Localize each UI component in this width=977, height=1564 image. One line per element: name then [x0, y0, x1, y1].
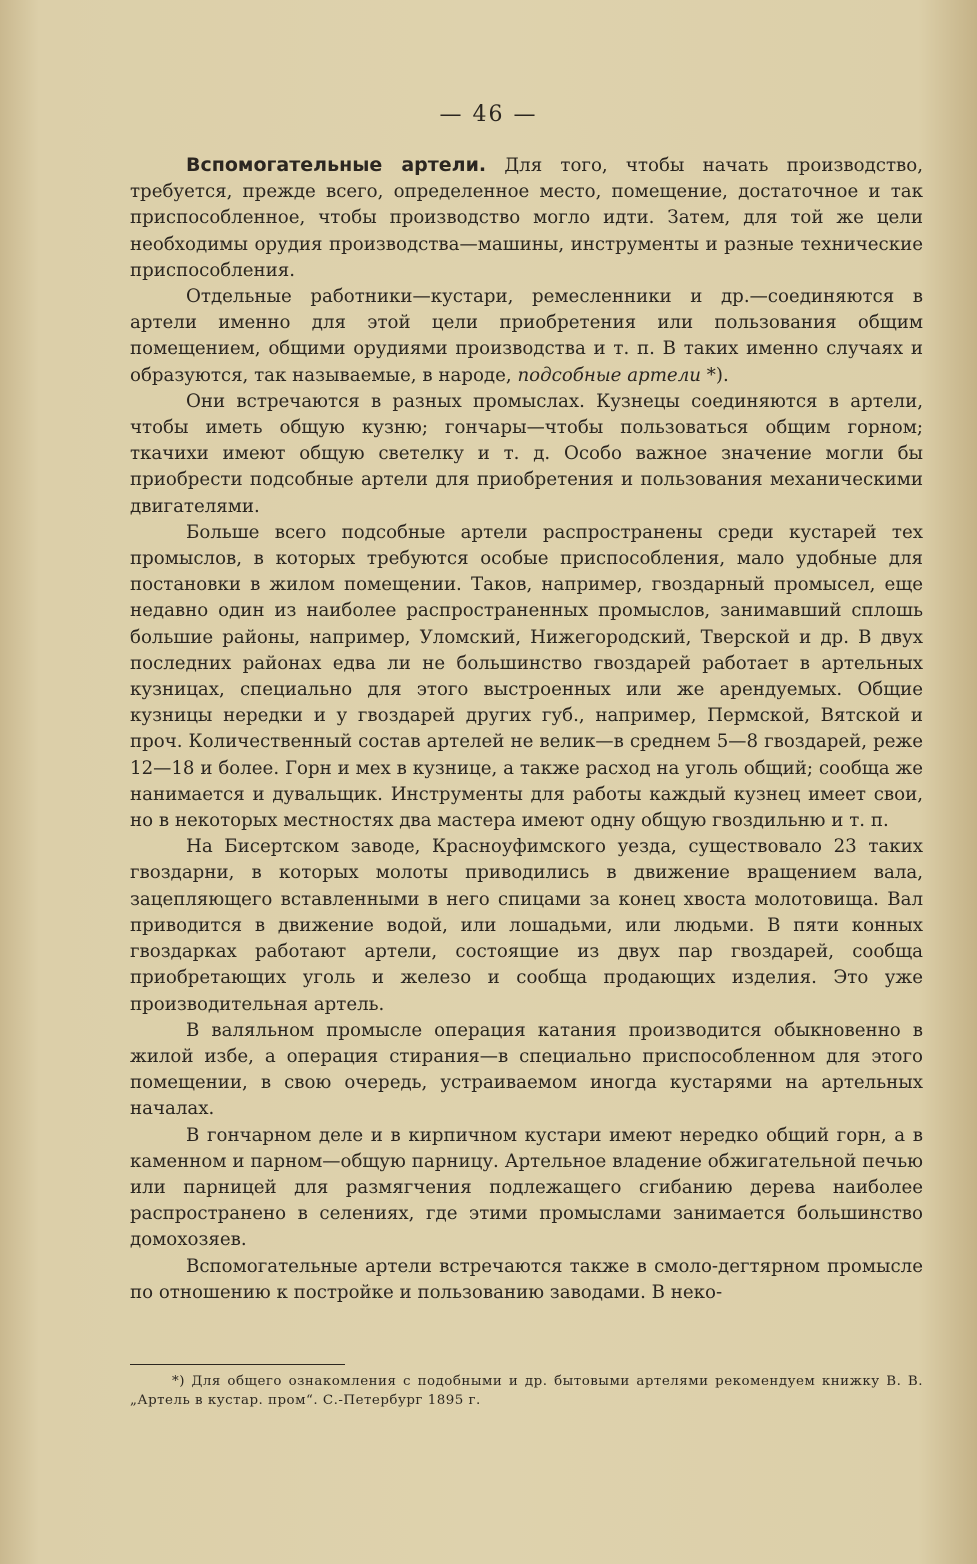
- footnote: *) Для общего ознакомления с подобными и др. бытовыми артелями рекомендуем книжку В. В. „Артель в кустар. пром“. С.-Петербург 1895 г.: [130, 1374, 923, 1408]
- page-number: — 46 —: [439, 102, 538, 127]
- paragraph-8: Вспомогательные артели встречаются также в смоло-дегтярном промысле по отношению к постройке и пользованию заводами. В неко-: [130, 1255, 923, 1303]
- paragraph-7: В гончарном деле и в кирпичном кустари имеют нередко общий горн, а в каменном и парном—общую парницу. Артельное владение обжигательной печью или парницей для размягчения подлежащего сгибанию дерева наиболее распространено в селениях, где этими промыслами занимается большинство домохозяев.: [130, 1124, 923, 1251]
- paragraph-1-text: Для того, чтобы начать производство, требуется, прежде всего, определенное место, помещение, достаточное и так приспособленное, чтобы производство могло идти. Затем, для той же цели необходимы орудия производства—машины, инструменты и разные технические приспособления.: [130, 155, 923, 281]
- section-heading: Вспомогательные артели.: [186, 154, 487, 176]
- footnote-divider: [130, 1364, 345, 1365]
- italic-term: подсобные артели: [517, 364, 701, 386]
- paragraph-2-text-after: *).: [701, 364, 729, 386]
- body-text: [130, 152, 923, 1306]
- paragraph-2: [130, 284, 923, 389]
- paragraph-4: Больше всего подсобные артели распространены среди кустарей тех промыслов, в которых требуются особые приспособления, мало удобные для постановки в жилом помещении. Таков, например, гвоздарный промысел, еще недавно один из наиболее распространенных промыслов, занимавший сплошь большие районы, например, Уломский, Нижегородский, Тверской и др. В двух последних районах едва ли не большинство гвоздарей работает в артельных кузницах, специально для этого выстроенных или же арендуемых. Общие кузницы нередки и у гвоздарей других губ., например, Пермской, Вятской и проч. Количественный состав артелей не велик—в среднем 5—8 гвоздарей, реже 12—18 и более. Горн и мех в кузнице, а также расход на уголь общий; сообща же нанимается и дувальщик. Инструменты для работы каждый кузнец имеет свои, но в некоторых местностях два мастера имеют одну общую гвоздильню и т. п.: [130, 521, 923, 832]
- paragraph-1: [130, 152, 923, 284]
- paragraph-6: В валяльном промысле операция катания производится обыкновенно в жилой избе, а операция стирания—в специально приспособленном для этого помещении, в свою очередь, устраиваемом иногда кустарями на артельных началах.: [130, 1019, 923, 1120]
- paragraph-5: На Бисертском заводе, Красноуфимского уезда, существовало 23 таких гвоздарни, в которых молоты приводились в движение вращением вала, зацепляющего вставленными в него спицами за конец хвоста молотовища. Вал приводится в движение водой, или лошадьми, или людьми. В пяти конных гвоздарках работают артели, состоящие из двух пар гвоздарей, сообща приобретающих уголь и железо и сообща продающих изделия. Это уже производительная артель.: [130, 836, 923, 1015]
- paragraph-2-text-before: Отдельные работники—кустари, ремесленники и др.—соединяются в артели именно для этой цели приобретения или пользования общим помещением, общими орудиями производства и т. п. В таких именно случаях и образуются, так называемые, в народе,: [130, 286, 923, 386]
- paragraph-3: Они встречаются в разных промыслах. Кузнецы соединяются в артели, чтобы иметь общую кузню; гончары—чтобы пользоваться общим горном; ткачихи имеют общую светелку и т. д. Особо важное значение могли бы приобрести подсобные артели для приобретения и пользования механическими двигателями.: [130, 390, 923, 517]
